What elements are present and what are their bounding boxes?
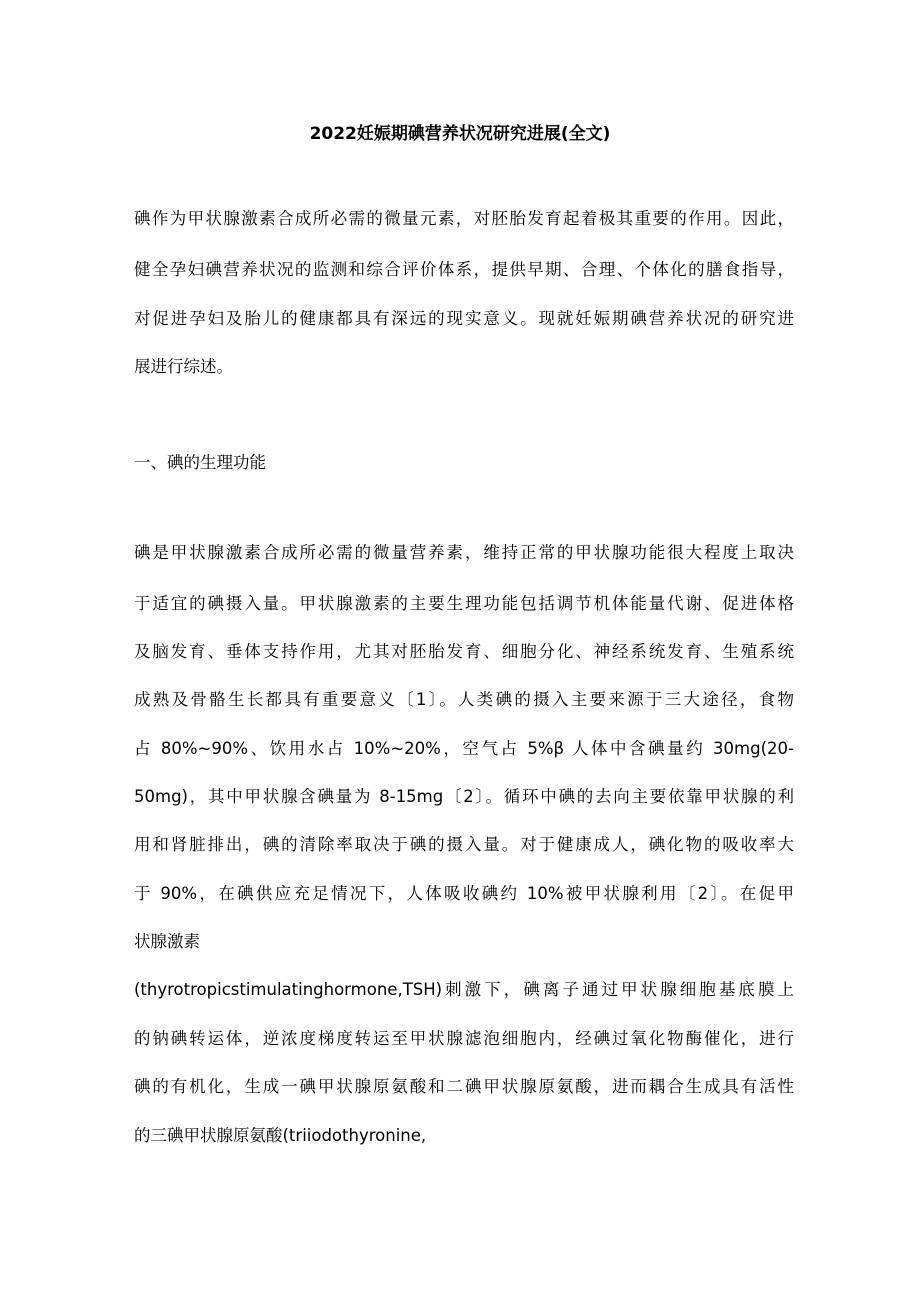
body-line-8: 于 90%，在碘供应充足情况下，人体吸收碘约 10%被甲状腺利用〔2〕。在促甲 <box>134 884 794 903</box>
body-line-1: 碘是甲状腺激素合成所必需的微量营养素，维持正常的甲状腺功能很大程度上取决 <box>134 543 794 562</box>
body-line-11: 的钠碘转运体，逆浓度梯度转运至甲状腺滤泡细胞内，经碘过氧化物酶催化，进行 <box>134 1029 794 1048</box>
intro-line-2: 健全孕妇碘营养状况的监测和综合评价体系，提供早期、合理、个体化的膳食指导， <box>134 260 794 279</box>
body-line-5: 占 80%~90%、饮用水占 10%~20%，空气占 5%β 人体中含碘量约 30mg(20- <box>134 739 794 758</box>
document-title: 2022妊娠期碘营养状况研究进展(全文) <box>309 124 611 144</box>
body-line-10: (thyrotropicstimulatinghormone,TSH)刺激下，碘离子通过甲状腺细胞基底膜上 <box>134 980 794 999</box>
intro-line-4: 展进行综述。 <box>134 357 233 376</box>
body-line-12: 碘的有机化，生成一碘甲状腺原氨酸和二碘甲状腺原氨酸，进而耦合生成具有活性 <box>134 1077 794 1096</box>
intro-line-1: 碘作为甲状腺激素合成所必需的微量元素，对胚胎发育起着极其重要的作用。因此， <box>134 209 794 228</box>
body-line-9: 状腺激素 <box>134 932 200 951</box>
body-line-2: 于适宜的碘摄入量。甲状腺激素的主要生理功能包括调节机体能量代谢、促进体格 <box>134 594 794 613</box>
intro-line-3: 对促进孕妇及胎儿的健康都具有深远的现实意义。现就妊娠期碘营养状况的研究进 <box>134 309 794 328</box>
body-line-13: 的三碘甲状腺原氨酸(triiodothyronine, <box>134 1126 427 1145</box>
body-line-7: 用和肾脏排出，碘的清除率取决于碘的摄入量。对于健康成人，碘化物的吸收率大 <box>134 835 794 854</box>
body-line-3: 及脑发育、垂体支持作用，尤其对胚胎发育、细胞分化、神经系统发育、生殖系统 <box>134 642 794 661</box>
body-line-6: 50mg)，其中甲状腺含碘量为 8-15mg〔2〕。循环中碘的去向主要依靠甲状腺的利 <box>134 787 794 806</box>
body-line-4: 成熟及骨骼生长都具有重要意义〔1〕。人类碘的摄入主要来源于三大途径，食物 <box>134 690 794 709</box>
section-heading: 一、碘的生理功能 <box>134 453 266 472</box>
